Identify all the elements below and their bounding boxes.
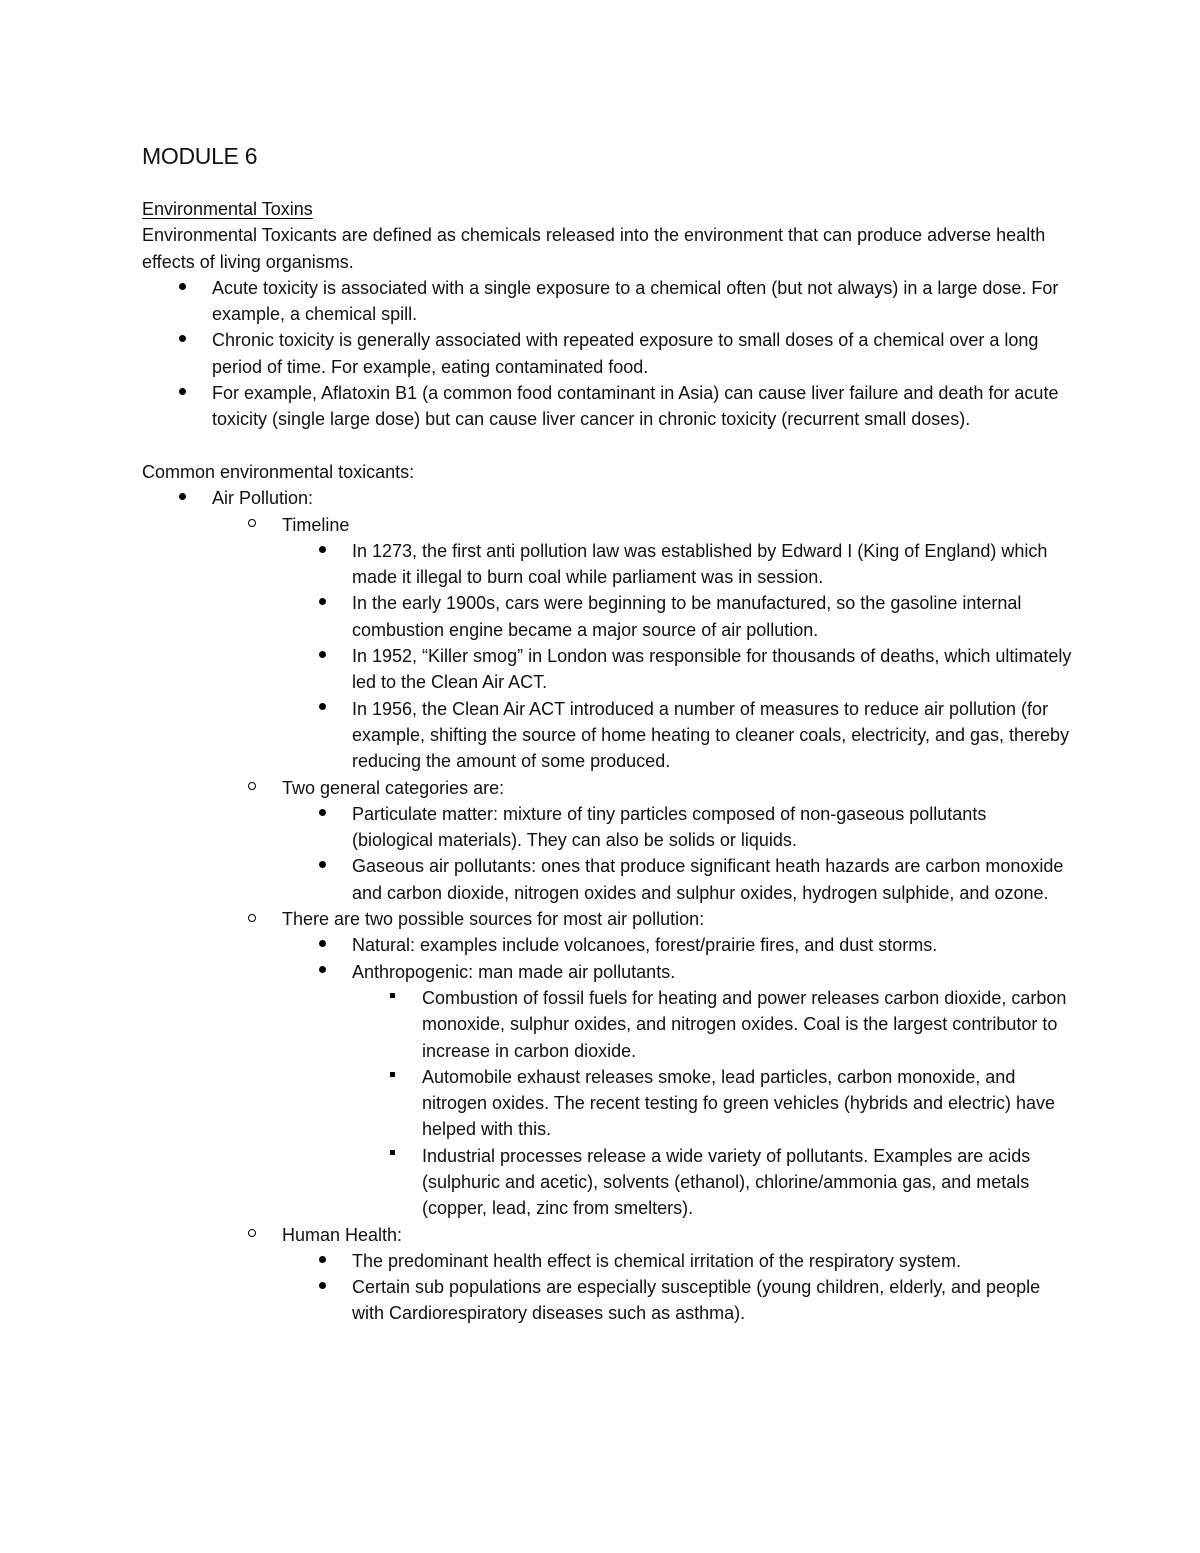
air-pollution-subsections bbox=[142, 1222, 1072, 1248]
list-item-text: In 1952, “Killer smog” in London was responsible for thousands of deaths, which ultimately led to the Clean Air ACT. bbox=[352, 646, 1072, 693]
bullet-disc-icon bbox=[312, 538, 332, 562]
bullet-square-icon bbox=[382, 985, 402, 1009]
list-item-text: In 1273, the first anti pollution law was established by Edward I (King of England) which made it illegal to burn coal while parliament was in session. bbox=[352, 540, 1048, 588]
list-item bbox=[142, 853, 1072, 906]
list-item-categories bbox=[142, 775, 1072, 801]
list-item bbox=[142, 696, 1072, 775]
list-item-text: The predominant health effect is chemical irritation of the respiratory system. bbox=[352, 1250, 961, 1271]
air-pollution-subsections bbox=[142, 775, 1072, 801]
list-item bbox=[142, 932, 1072, 958]
bullet-disc-icon bbox=[312, 643, 332, 667]
list-item bbox=[142, 1064, 1072, 1143]
list-item-text: Certain sub populations are especially susceptible (young children, elderly, and people with Cardiorespiratory diseases such as asthma). bbox=[352, 1277, 1041, 1324]
bullet-disc-icon bbox=[312, 932, 332, 956]
list-item bbox=[142, 327, 1072, 380]
bullet-circle-icon bbox=[242, 775, 262, 799]
bullet-circle-icon bbox=[242, 512, 262, 536]
list-item-text: Human Health: bbox=[282, 1224, 403, 1245]
categories-list bbox=[142, 801, 1072, 906]
list-item-text: Combustion of fossil fuels for heating and power releases carbon dioxide, carbon monoxide, sulphur oxides, and nitrogen oxides. Coal is the largest contributor to increase in carbon dioxide. bbox=[422, 987, 1067, 1061]
list-item-text: For example, Aflatoxin B1 (a common food contaminant in Asia) can cause liver failure and death for acute toxicity (single large dose) but can cause liver cancer in chronic toxicity (recurrent small doses). bbox=[212, 383, 1059, 430]
list-item-text: Acute toxicity is associated with a single exposure to a chemical often (but not always) in a large dose. For example, a chemical spill. bbox=[212, 277, 1059, 325]
list-item-text: There are two possible sources for most air pollution: bbox=[282, 909, 705, 930]
list-item-text: Chronic toxicity is generally associated with repeated exposure to small doses of a chemical over a long period of time. For example, eating contaminated food. bbox=[212, 330, 1039, 377]
blank-line bbox=[142, 433, 1072, 459]
list-item-text: Gaseous air pollutants: ones that produce significant heath hazards are carbon monoxide and carbon dioxide, nitrogen oxides and sulphur oxides, hydrogen sulphide, and ozone. bbox=[352, 856, 1064, 903]
bullet-circle-icon bbox=[242, 906, 262, 930]
list-item bbox=[142, 538, 1072, 591]
page-title: MODULE 6 bbox=[142, 143, 258, 169]
list-item-text: In the early 1900s, cars were beginning to be manufactured, so the gasoline internal combustion engine became a major source of air pollution. bbox=[352, 593, 1022, 640]
bullet-disc-icon bbox=[312, 959, 332, 983]
bullet-square-icon bbox=[382, 1143, 402, 1167]
list-item bbox=[142, 801, 1072, 854]
air-pollution-subsections bbox=[142, 906, 1072, 932]
list-item-text: Anthropogenic: man made air pollutants. bbox=[352, 961, 676, 982]
list-item bbox=[142, 1274, 1072, 1327]
bullet-disc-icon bbox=[312, 801, 332, 825]
toxicity-bullet-list bbox=[142, 275, 1072, 433]
list-item-sources bbox=[142, 906, 1072, 932]
list-item-text: Automobile exhaust releases smoke, lead particles, carbon monoxide, and nitrogen oxides. The recent testing fo green vehicles (hybrids and electric) have helped with this. bbox=[422, 1066, 1056, 1140]
section-intro-paragraph: Environmental Toxicants are defined as chemicals released into the environment that can produce adverse health effects of living organisms. bbox=[142, 225, 1046, 272]
list-item bbox=[142, 380, 1072, 433]
common-toxicants-intro: Common environmental toxicants: bbox=[142, 461, 415, 482]
list-item-text: In 1956, the Clean Air ACT introduced a number of measures to reduce air pollution (for example, shifting the source of home heating to cleaner coals, electricity, and gas, thereby reducing the amount of some produced. bbox=[352, 698, 1070, 772]
sources-list bbox=[142, 932, 1072, 985]
list-item bbox=[142, 643, 1072, 696]
list-item-text: Air Pollution: bbox=[212, 488, 314, 509]
bullet-disc-icon bbox=[312, 696, 332, 720]
timeline-list bbox=[142, 538, 1072, 775]
list-item-text: Timeline bbox=[282, 514, 350, 535]
air-pollution-subsections bbox=[142, 512, 1072, 538]
list-item bbox=[142, 959, 1072, 985]
list-item-text: Industrial processes release a wide variety of pollutants. Examples are acids (sulphuric and acetic), solvents (ethanol), chlorine/ammonia gas, and metals (copper, lead, zinc from smelters). bbox=[422, 1145, 1031, 1219]
list-item bbox=[142, 1143, 1072, 1222]
list-item bbox=[142, 590, 1072, 643]
bullet-disc-icon bbox=[312, 590, 332, 614]
bullet-disc-icon bbox=[312, 1248, 332, 1272]
anthropogenic-list bbox=[142, 985, 1072, 1222]
list-item-text: Natural: examples include volcanoes, forest/prairie fires, and dust storms. bbox=[352, 935, 938, 956]
bullet-disc-icon bbox=[312, 853, 332, 877]
bullet-disc-icon bbox=[312, 1274, 332, 1298]
toxicants-list bbox=[142, 485, 1072, 511]
list-item-air-pollution bbox=[142, 485, 1072, 511]
bullet-disc-icon bbox=[172, 327, 192, 351]
document-page bbox=[142, 140, 1072, 1327]
bullet-disc-icon bbox=[172, 380, 192, 404]
bullet-disc-icon bbox=[172, 485, 192, 509]
bullet-circle-icon bbox=[242, 1222, 262, 1246]
bullet-square-icon bbox=[382, 1064, 402, 1088]
bullet-disc-icon bbox=[172, 275, 192, 299]
list-item bbox=[142, 275, 1072, 328]
list-item-text: Two general categories are: bbox=[282, 777, 505, 798]
list-item-timeline bbox=[142, 512, 1072, 538]
list-item-human-health bbox=[142, 1222, 1072, 1248]
list-item-text: Particulate matter: mixture of tiny particles composed of non-gaseous pollutants (biological materials). They can also be solids or liquids. bbox=[352, 803, 987, 851]
section-heading-environmental-toxins: Environmental Toxins bbox=[142, 199, 313, 219]
health-list bbox=[142, 1248, 1072, 1327]
list-item bbox=[142, 985, 1072, 1064]
list-item bbox=[142, 1248, 1072, 1274]
